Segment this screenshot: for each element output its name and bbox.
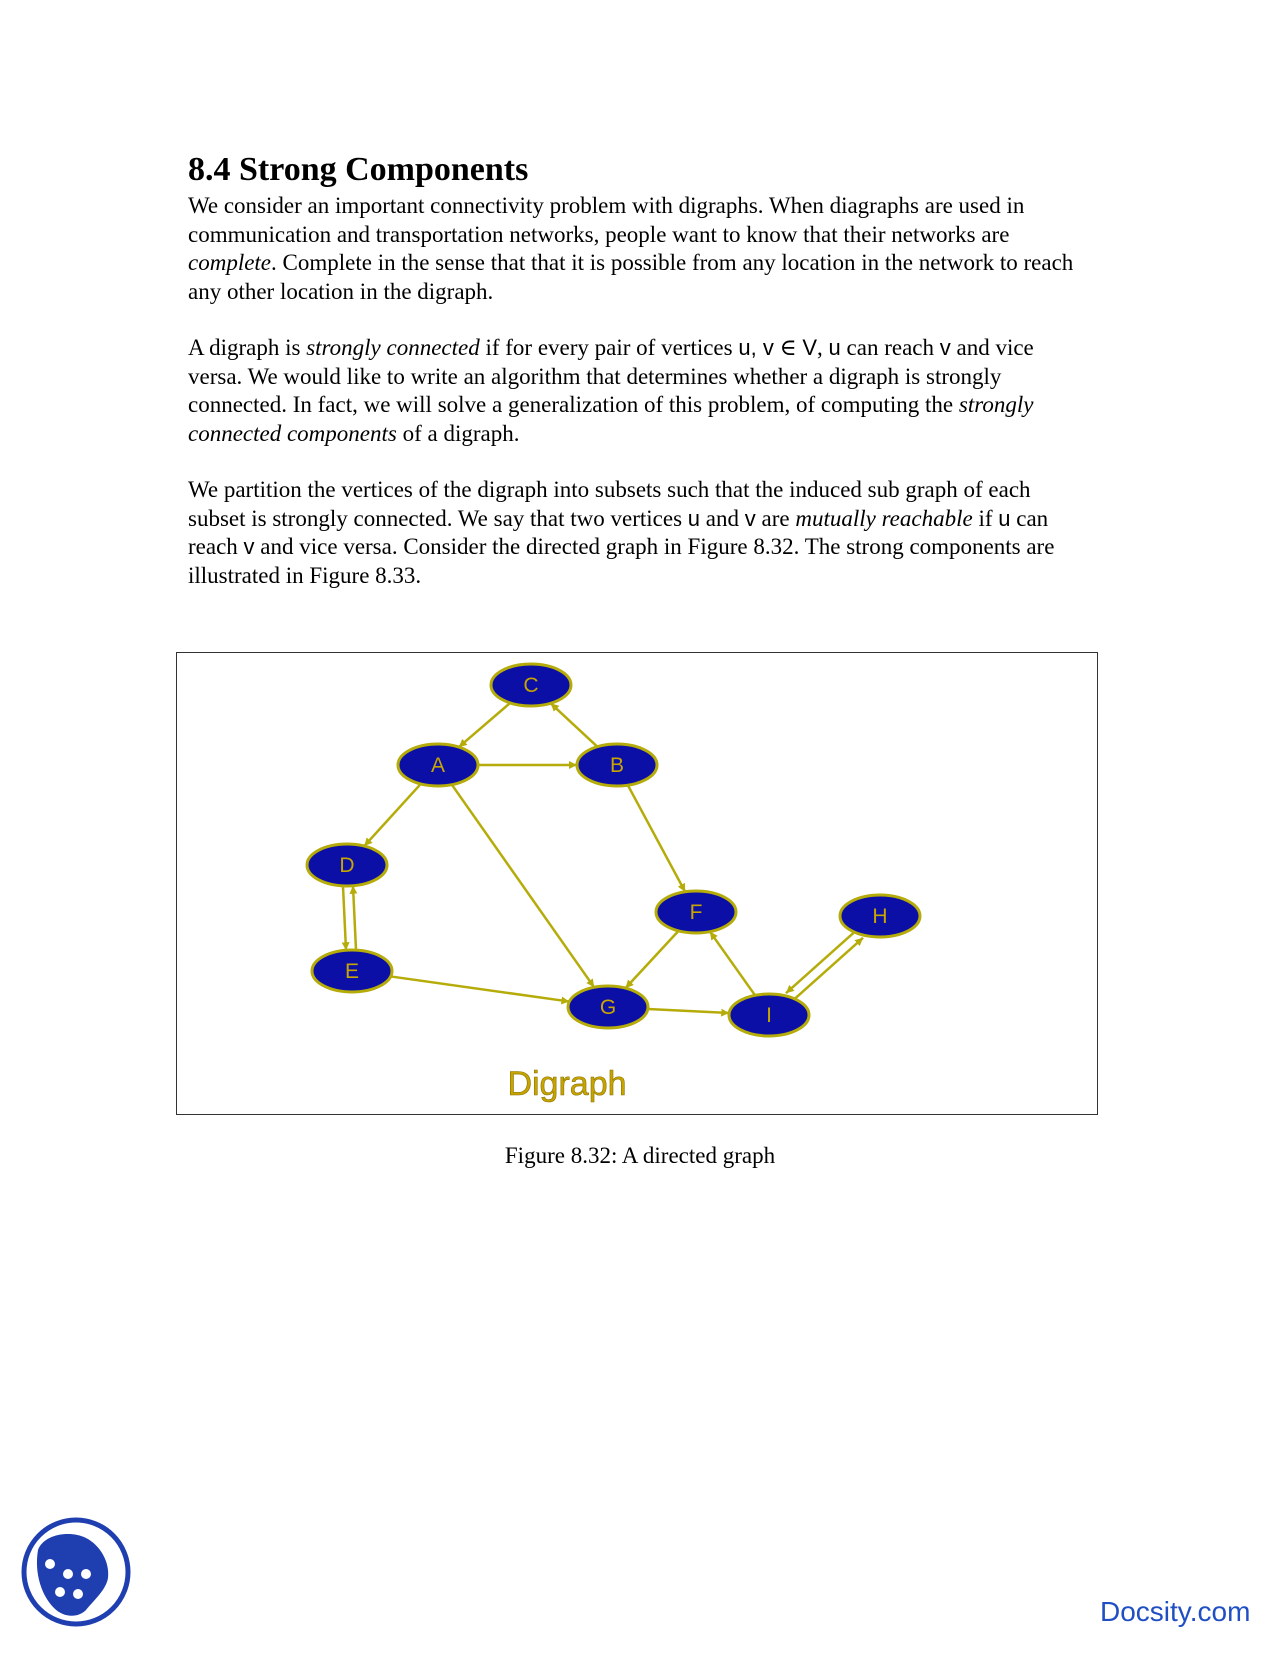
- nodes-layer: [307, 664, 920, 1036]
- node-label-i: I: [766, 1004, 772, 1027]
- node-g: [568, 986, 648, 1028]
- figure-caption: Figure 8.32: A directed graph: [504, 1143, 776, 1168]
- edge-e-d: [353, 886, 356, 950]
- edge-e-g: [391, 976, 570, 1001]
- node-label-e: E: [344, 960, 360, 983]
- node-a: [398, 744, 478, 786]
- edge-c-a: [459, 703, 510, 747]
- edge-i-h: [793, 938, 863, 1001]
- node-b: [577, 744, 657, 786]
- edge-h-i: [786, 930, 856, 993]
- edge-f-g: [625, 931, 678, 988]
- section-title: 8.4 Strong Components: [188, 151, 529, 188]
- node-label-b: B: [609, 754, 625, 777]
- node-d: [307, 844, 387, 886]
- docsity-brand: Docsity.com: [1100, 1596, 1251, 1627]
- paragraph-2: A digraph is strongly connected if for every pair of vertices u, v ∈ V, u can reach v and vice versa. We would like to write an algorithm that determines whether a digraph is strongly connected. In fact, we will solve a generalization of this problem, of computing the strongly connected components of a digraph.: [188, 335, 1034, 446]
- edge-g-i: [648, 1009, 729, 1013]
- node-label-c: C: [523, 674, 539, 697]
- edge-i-f: [710, 932, 755, 996]
- node-f: [656, 891, 736, 933]
- digraph-label: Digraph: [507, 1065, 627, 1103]
- node-i: [729, 994, 809, 1036]
- node-label-g: G: [599, 996, 617, 1019]
- docsity-logo-icon: [20, 1516, 132, 1633]
- node-label-h: H: [872, 905, 888, 928]
- node-label-d: D: [339, 854, 355, 877]
- paragraph-1: We consider an important connectivity problem with digraphs. When diagraphs are used in communication and transportation networks, people want to know that their networks are complete. Complete in the sense that that it is possible from any location in the network to reach any other location in the digraph.: [188, 193, 1074, 304]
- node-label-a: A: [430, 754, 446, 777]
- edge-d-e: [343, 886, 346, 950]
- digraph-diagram: [177, 653, 1097, 1114]
- paragraph-3: We partition the vertices of the digraph into subsets such that the induced sub graph of each subset is strongly connected. We say that two vertices u and v are mutually reachable if u can reach v and vice versa. Consider the directed graph in Figure 8.32. The strong components are illustrated in Figure 8.33.: [188, 477, 1055, 588]
- edge-a-g: [452, 785, 594, 988]
- node-e: [312, 950, 392, 992]
- node-c: [491, 664, 571, 706]
- edge-b-c: [551, 703, 598, 746]
- digraph-figure: [176, 652, 1098, 1115]
- edge-a-d: [364, 784, 421, 846]
- page-body: [188, 150, 1088, 618]
- node-h: [840, 895, 920, 937]
- node-label-f: F: [689, 901, 703, 924]
- edge-b-f: [628, 785, 685, 892]
